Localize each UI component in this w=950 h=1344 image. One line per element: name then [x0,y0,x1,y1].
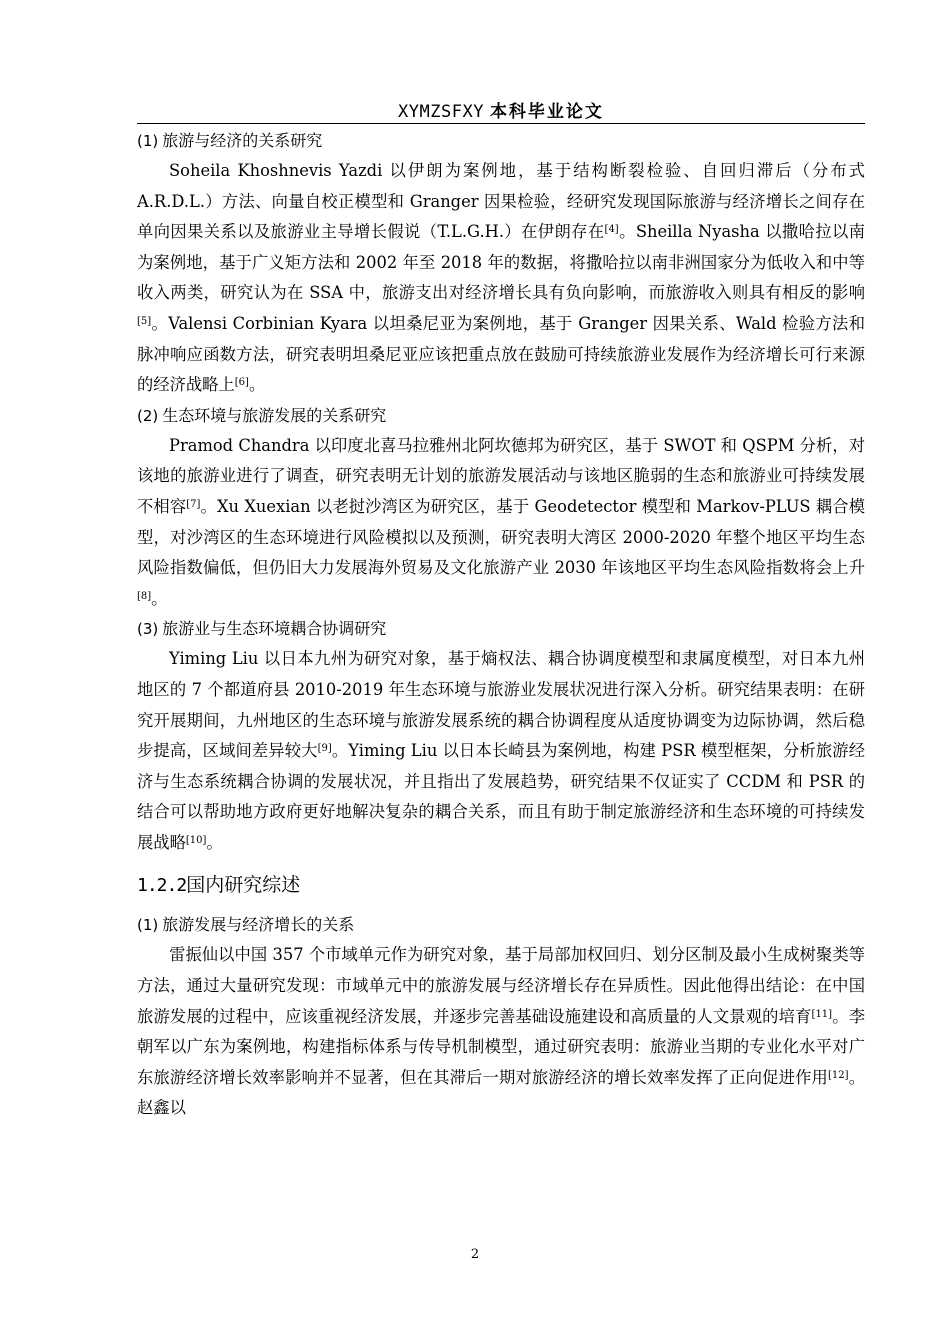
paragraph [137,940,865,1124]
paragraph-text: 。 [206,832,223,852]
citation: [4] [604,224,619,236]
page-number: 2 [470,1247,480,1262]
page-header [137,97,865,123]
page-content [137,126,865,1124]
header-rule [137,123,865,124]
paragraph-text: 。 [151,588,168,608]
section-number: 1.2.2 [137,875,187,897]
paragraph-text: 。李朝军以广东为案例地，构建指标体系与传导机制模型，通过研究表明：旅游业当期的专业化水平对广东旅游经济增长效率影响并不显著，但在其滞后一期对旅游经济的增长效率发挥了正向促进作用 [137,1006,865,1087]
paragraph-text: 。Sheilla Nyasha 以撒哈拉以南为案例地，基于广义矩方法和 2002 年至 2018 年的数据，将撒哈拉以南非洲国家分为低收入和中等收入两类，研究认为在 SSA 中，旅游支出对经济增长具有负向影响，而旅游收入则具有相反的影响 [137,222,866,303]
subheading-text: 旅游与经济的关系研究 [162,131,323,150]
subheading-number: (1) [137,916,159,935]
paragraph [137,156,865,401]
section-title: 国内研究综述 [186,874,301,897]
paragraph-text: Pramod Chandra 以印度北喜马拉雅州北阿坎德邦为研究区，基于 SWOT 和 QSPM 分析，对该地的旅游业进行了调查，研究表明无计划的旅游发展活动与该地区脆弱的生态和旅游业可持续发展不相容 [137,435,865,516]
paragraph-text: Yiming Liu 以日本九州为研究对象，基于熵权法、耦合协调度模型和隶属度模型，对日本九州地区的 7 个都道府县 2010-2019 年生态环境与旅游业发展状况进行深入分析。研究结果表明：在研究开展期间，九州地区的生态环境与旅游发展系统的耦合协调程度从适度协调变为边际协调，然后稳步提高，区域间差异较大 [137,649,865,761]
subheading-text: 旅游业与生态环境耦合协调研究 [162,619,387,639]
citation: [11] [811,1008,833,1020]
subheading-text: 生态环境与旅游发展的关系研究 [162,405,387,425]
citation: [5] [137,315,152,327]
paragraph-text: 雷振仙以中国 357 个市域单元作为研究对象，基于局部加权回归、划分区制及最小生成树聚类等方法，通过大量研究发现：市域单元中的旅游发展与经济增长存在异质性。因此他得出结论：在中国旅游发展的过程中，应该重视经济发展，并逐步完善基础设施建设和高质量的人文景观的培育 [137,945,865,1026]
paragraph [137,644,865,858]
subheading [137,126,865,156]
citation: [10] [185,834,207,846]
subheading-number: (1) [137,132,159,150]
subheading-number: (3) [137,620,159,639]
citation: [8] [137,590,152,602]
subheading [137,614,865,644]
paragraph-text: 。 [248,375,266,395]
citation: [12] [828,1069,849,1081]
subheading-text: 旅游发展与经济增长的关系 [162,915,355,935]
citation: [7] [186,498,201,510]
paragraph-text: 。赵鑫以 [137,1067,865,1118]
paragraph-text: Soheila Khoshnevis Yazdi 以伊朗为案例地，基于结构断裂检验、自回归滞后（分布式 A.R.D.L.）方法、向量自校正模型和 Granger 因果检验，经研究发现国际旅游与经济增长之间存在单向因果关系以及旅游业主导增长假说（T.L.G.H.）在伊朗存在 [137,161,865,242]
paragraph [137,431,865,615]
paragraph-text: 。Yiming Liu 以日本长崎县为案例地，构建 PSR 模型框架，分析旅游经济与生态系统耦合协调的发展状况，并且指出了发展趋势，研究结果不仅证实了 CCDM 和 PSR 的结合可以帮助地方政府更好地解决复杂的耦合关系，而且有助于制定旅游经济和生态环境的可持续发展战略 [137,741,865,852]
paragraph-text: 。Xu Xuexian 以老挝沙湾区为研究区，基于 Geodetector 模型和 Markov-PLUS 耦合模型，对沙湾区的生态环境进行风险模拟以及预测，研究表明大湾区 2000-2020 年整个地区平均生态风险指数偏低，但仍旧大力发展海外贸易及文化旅游产业 2030 年该地区平均生态风险指数将会上升 [137,496,865,578]
section-heading [137,870,865,900]
citation: [6] [234,377,249,389]
header-code: XYMZSFXY [398,102,484,122]
subheading-number: (2) [137,406,159,425]
subheading [137,401,865,431]
subheading [137,910,865,940]
paragraph-text: 。Valensi Corbinian Kyara 以坦桑尼亚为案例地，基于 Granger 因果关系、Wald 检验方法和脉冲响应函数方法，研究表明坦桑尼亚应该把重点放在鼓励可持续旅游业发展作为经济增长可行来源的经济战略上 [137,313,865,395]
header-title: 本科毕业论文 [489,102,604,122]
citation: [9] [317,743,332,755]
